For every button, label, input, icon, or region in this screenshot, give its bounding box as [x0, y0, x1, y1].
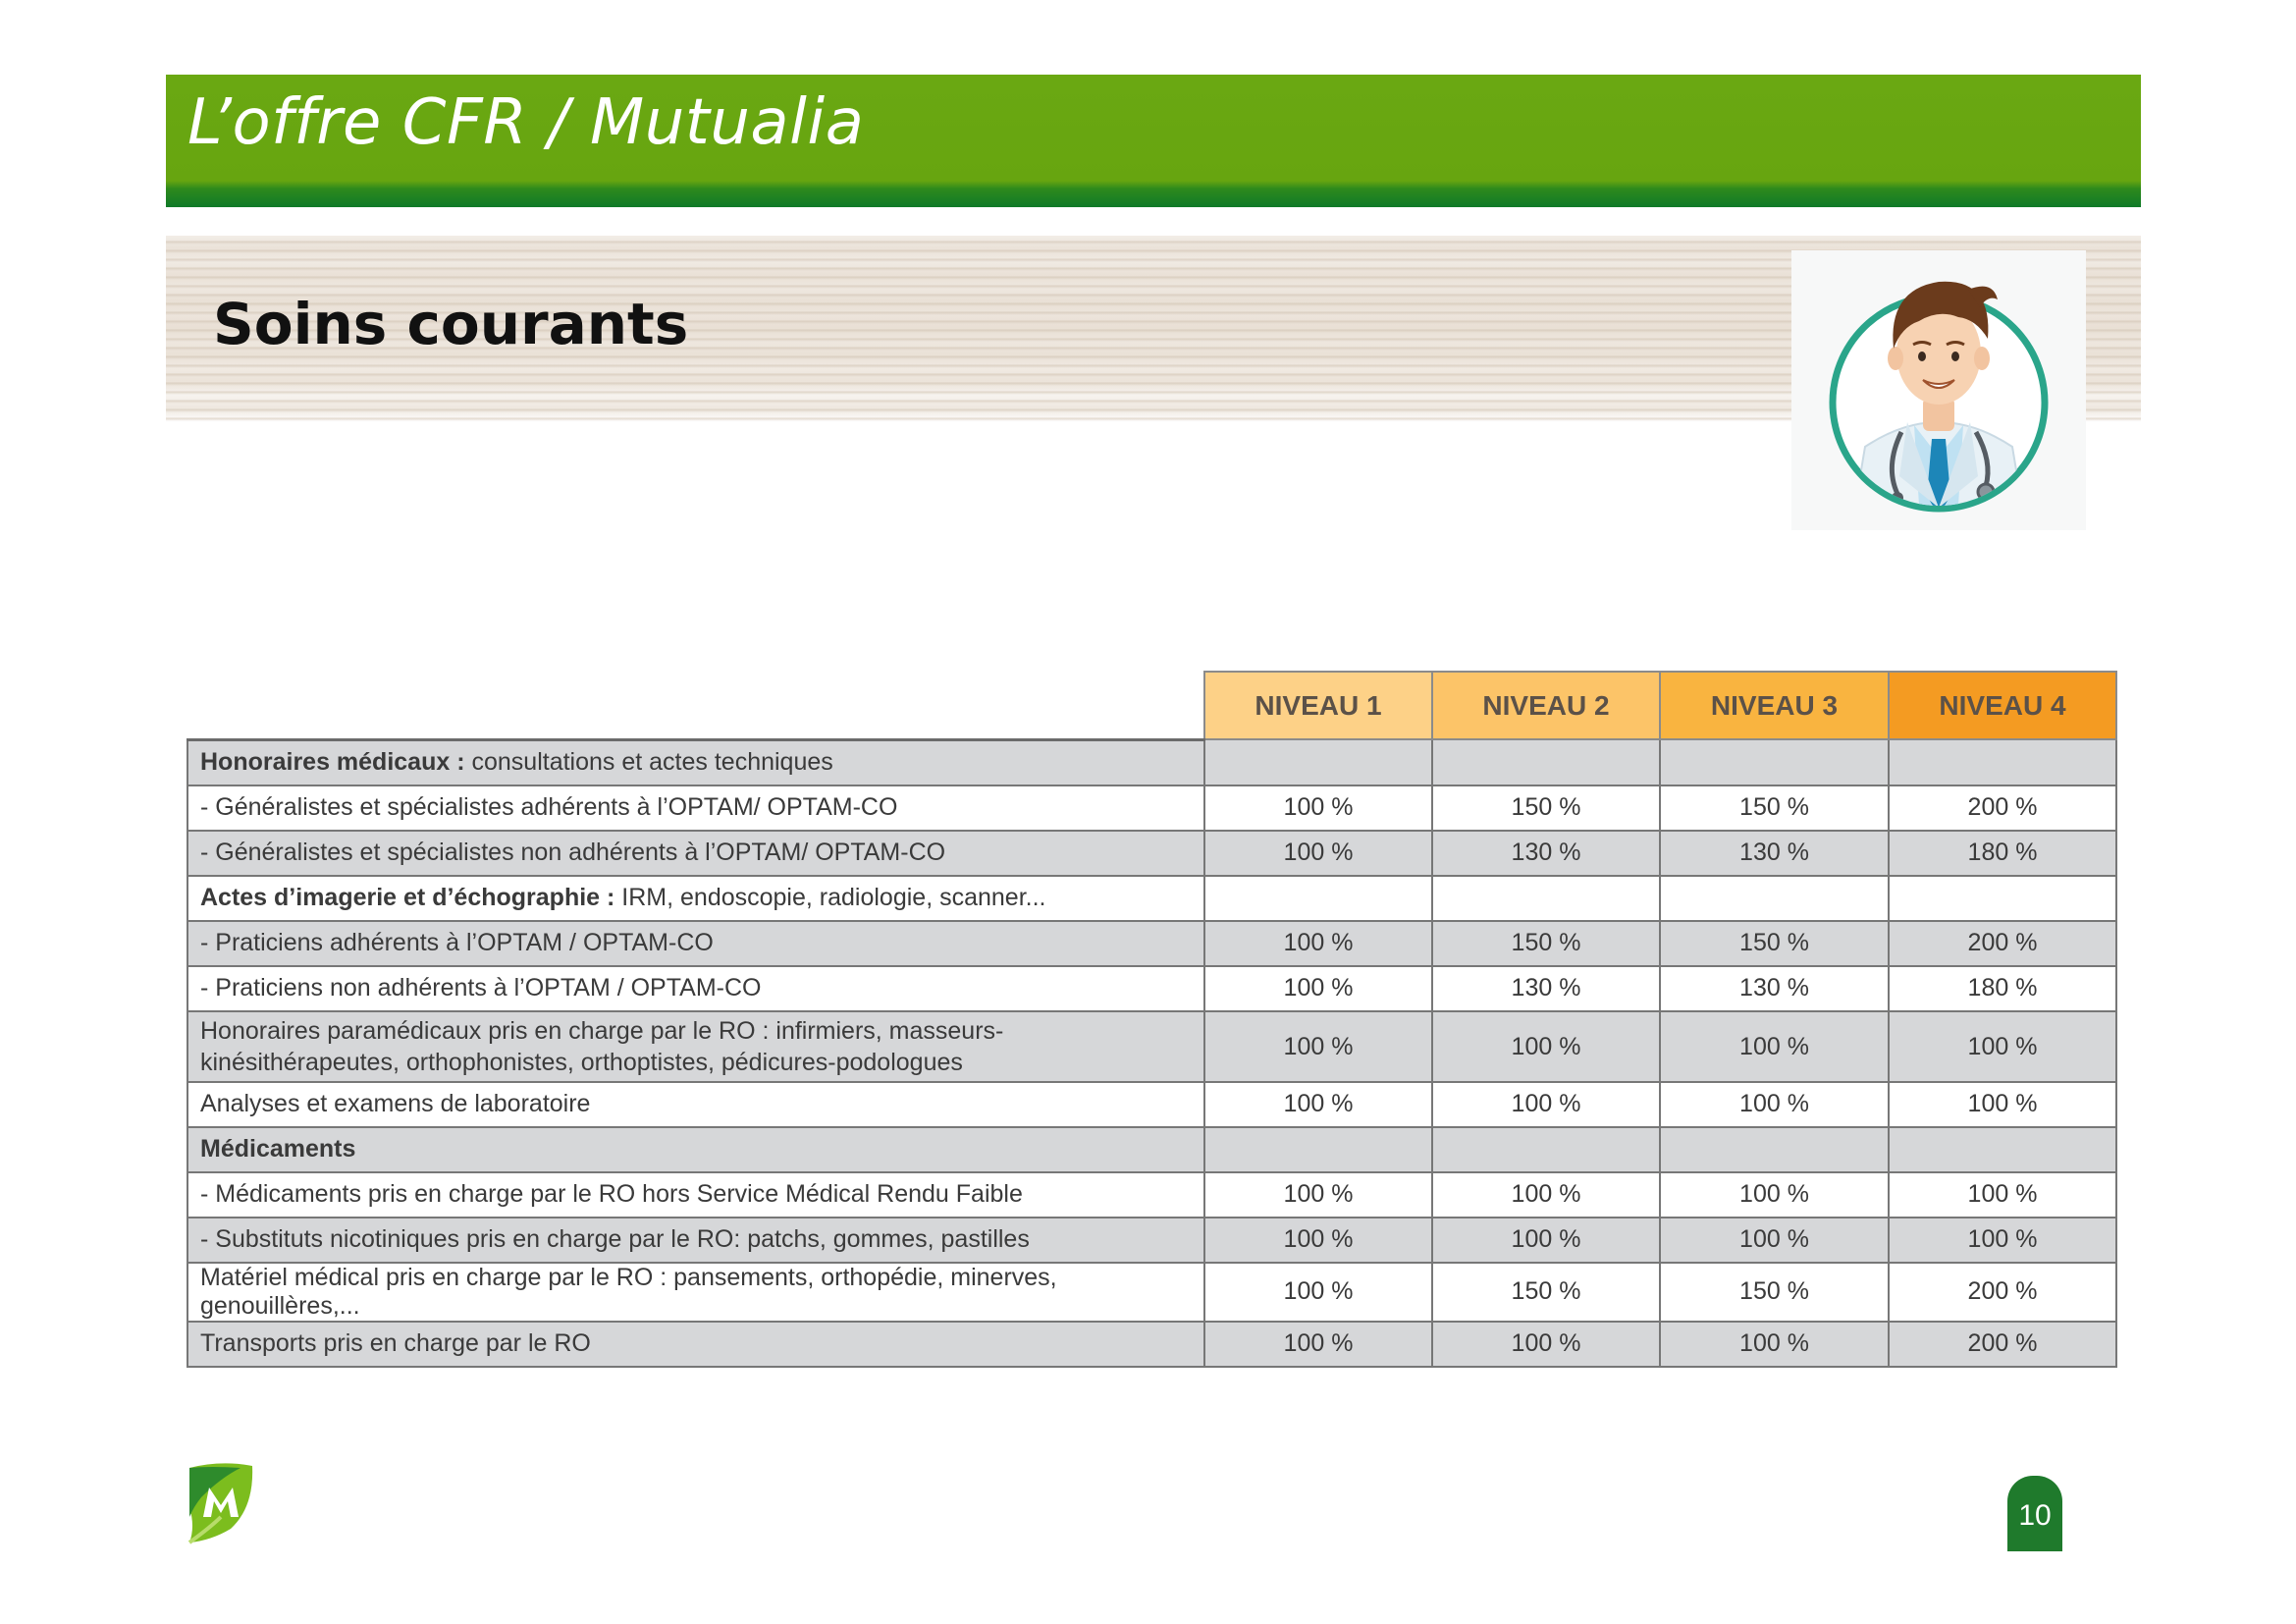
table-row: [187, 1218, 2116, 1263]
table-row: [187, 1263, 2116, 1322]
cell-niveau-2: 130 %: [1432, 966, 1660, 1011]
table-row: [187, 831, 2116, 876]
mutualia-logo-icon: [182, 1458, 260, 1546]
row-label-text: - Praticiens adhérents à l’OPTAM / OPTAM-CO: [200, 929, 714, 956]
doctor-icon: [1791, 250, 2086, 530]
table-row: [187, 1172, 2116, 1218]
cell-niveau-3: [1660, 1127, 1889, 1172]
column-header-niveau-3: NIVEAU 3: [1660, 672, 1889, 739]
cell-niveau-3: [1660, 739, 1889, 785]
row-label: [187, 1218, 1204, 1263]
row-label: [187, 1263, 1204, 1322]
cell-niveau-2: 150 %: [1432, 785, 1660, 831]
row-label-text: Transports pris en charge par le RO: [200, 1329, 591, 1357]
cell-niveau-3: 130 %: [1660, 831, 1889, 876]
row-label-text: - Généralistes et spécialistes adhérents à l’OPTAM/ OPTAM-CO: [200, 793, 898, 821]
table-row: [187, 785, 2116, 831]
cell-niveau-1: [1204, 876, 1432, 921]
row-label-text: IRM, endoscopie, radiologie, scanner...: [614, 884, 1046, 911]
row-label: [187, 1011, 1204, 1082]
row-label-text: consultations et actes techniques: [464, 748, 833, 776]
row-label-text: - Généralistes et spécialistes non adhérents à l’OPTAM/ OPTAM-CO: [200, 839, 946, 866]
table-row: [187, 1127, 2116, 1172]
page-number: 10: [2018, 1499, 2052, 1532]
cell-niveau-3: 130 %: [1660, 966, 1889, 1011]
cell-niveau-2: 150 %: [1432, 921, 1660, 966]
row-label-text: - Praticiens non adhérents à l’OPTAM / OPTAM-CO: [200, 974, 762, 1001]
cell-niveau-1: 100 %: [1204, 831, 1432, 876]
cell-niveau-1: 100 %: [1204, 1218, 1432, 1263]
row-label: [187, 785, 1204, 831]
cell-niveau-4: 100 %: [1889, 1082, 2116, 1127]
cell-niveau-2: 100 %: [1432, 1082, 1660, 1127]
row-label-bold: Honoraires médicaux :: [200, 748, 465, 776]
table-row: [187, 876, 2116, 921]
row-label-text: - Médicaments pris en charge par le RO hors Service Médical Rendu Faible: [200, 1180, 1023, 1208]
cell-niveau-2: 130 %: [1432, 831, 1660, 876]
cell-niveau-2: 100 %: [1432, 1322, 1660, 1367]
table-row: [187, 921, 2116, 966]
cell-niveau-2: [1432, 876, 1660, 921]
table-row: [187, 966, 2116, 1011]
row-label-text: Analyses et examens de laboratoire: [200, 1090, 591, 1117]
column-header-niveau-4: NIVEAU 4: [1889, 672, 2116, 739]
row-label-text: Honoraires paramédicaux pris en charge par le RO : infirmiers, masseurs-kinésithérapeutes, orthophonistes, orthoptistes, pédicures-podologues: [200, 1016, 1004, 1076]
row-label: [187, 1082, 1204, 1127]
table-row: [187, 1082, 2116, 1127]
cell-niveau-4: [1889, 876, 2116, 921]
cell-niveau-1: 100 %: [1204, 921, 1432, 966]
cell-niveau-3: 150 %: [1660, 921, 1889, 966]
cell-niveau-2: [1432, 739, 1660, 785]
row-label-text: Matériel médical pris en charge par le RO : pansements, orthopédie, minerves, genouillères,...: [200, 1263, 1057, 1320]
cell-niveau-1: 100 %: [1204, 966, 1432, 1011]
cell-niveau-4: [1889, 739, 2116, 785]
table-header-row: [187, 672, 2116, 739]
column-header-niveau-1: NIVEAU 1: [1204, 672, 1432, 739]
cell-niveau-4: 200 %: [1889, 785, 2116, 831]
cell-niveau-4: 200 %: [1889, 1263, 2116, 1322]
cell-niveau-3: 100 %: [1660, 1172, 1889, 1218]
cell-niveau-4: 180 %: [1889, 966, 2116, 1011]
cell-niveau-1: 100 %: [1204, 1322, 1432, 1367]
table-header-blank: [187, 672, 1204, 739]
cell-niveau-3: 150 %: [1660, 1263, 1889, 1322]
cell-niveau-3: 100 %: [1660, 1218, 1889, 1263]
row-label-text: - Substituts nicotiniques pris en charge par le RO: patchs, gommes, pastilles: [200, 1225, 1030, 1253]
row-label: [187, 1127, 1204, 1172]
coverage-table: [187, 671, 2117, 1368]
cell-niveau-1: 100 %: [1204, 785, 1432, 831]
cell-niveau-2: 100 %: [1432, 1011, 1660, 1082]
cell-niveau-1: 100 %: [1204, 1011, 1432, 1082]
row-label: [187, 921, 1204, 966]
table-row: [187, 739, 2116, 785]
row-label: [187, 1172, 1204, 1218]
row-label-bold: Médicaments: [200, 1135, 356, 1163]
table-row: [187, 1322, 2116, 1367]
cell-niveau-4: 200 %: [1889, 1322, 2116, 1367]
cell-niveau-3: 150 %: [1660, 785, 1889, 831]
row-label: [187, 966, 1204, 1011]
table-row: [187, 1011, 2116, 1082]
header-bar: [166, 75, 2141, 207]
cell-niveau-2: 150 %: [1432, 1263, 1660, 1322]
cell-niveau-2: 100 %: [1432, 1218, 1660, 1263]
cell-niveau-3: [1660, 876, 1889, 921]
cell-niveau-4: 180 %: [1889, 831, 2116, 876]
doctor-illustration: [1791, 250, 2086, 530]
cell-niveau-3: 100 %: [1660, 1082, 1889, 1127]
cell-niveau-4: 200 %: [1889, 921, 2116, 966]
row-label: [187, 1322, 1204, 1367]
row-label: [187, 876, 1204, 921]
cell-niveau-3: 100 %: [1660, 1322, 1889, 1367]
row-label: [187, 739, 1204, 785]
section-title: Soins courants: [213, 291, 689, 357]
cell-niveau-1: [1204, 739, 1432, 785]
page-number-tab: [2007, 1476, 2062, 1551]
row-label: [187, 831, 1204, 876]
cell-niveau-1: [1204, 1127, 1432, 1172]
row-label-bold: Actes d’imagerie et d’échographie :: [200, 884, 615, 911]
cell-niveau-1: 100 %: [1204, 1263, 1432, 1322]
cell-niveau-2: 100 %: [1432, 1172, 1660, 1218]
cell-niveau-4: 100 %: [1889, 1218, 2116, 1263]
column-header-niveau-2: NIVEAU 2: [1432, 672, 1660, 739]
cell-niveau-3: 100 %: [1660, 1011, 1889, 1082]
page-title: L’offre CFR / Mutualia: [187, 86, 865, 159]
cell-niveau-4: 100 %: [1889, 1172, 2116, 1218]
cell-niveau-1: 100 %: [1204, 1172, 1432, 1218]
cell-niveau-2: [1432, 1127, 1660, 1172]
cell-niveau-4: [1889, 1127, 2116, 1172]
cell-niveau-1: 100 %: [1204, 1082, 1432, 1127]
cell-niveau-4: 100 %: [1889, 1011, 2116, 1082]
